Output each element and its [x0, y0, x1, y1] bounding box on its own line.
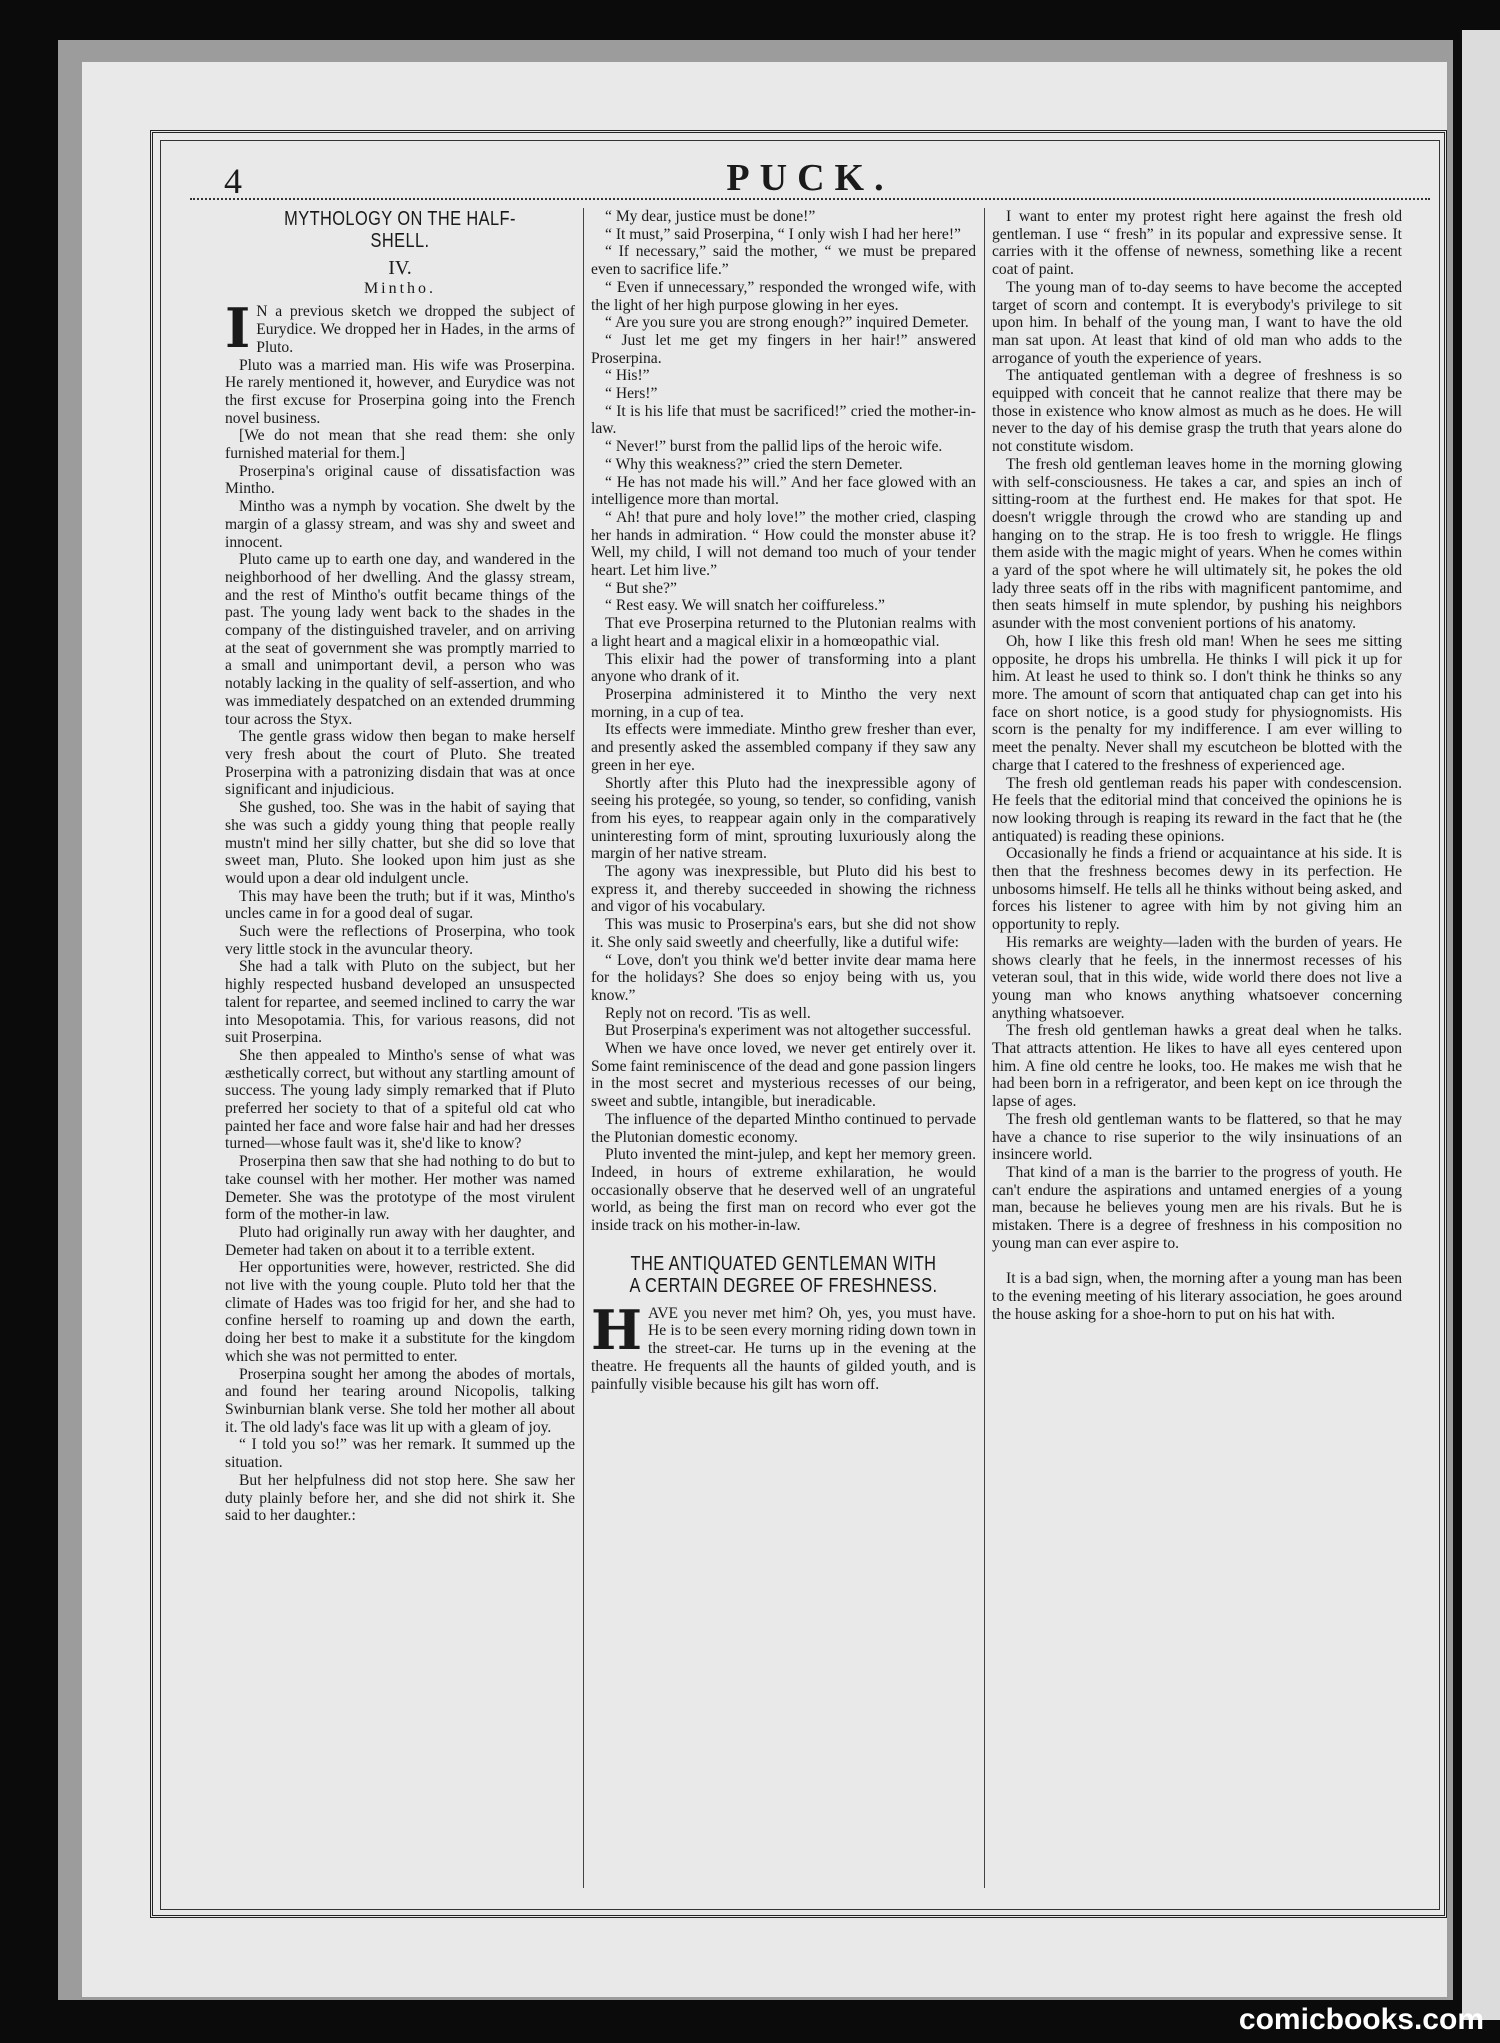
- paragraph: The fresh old gentleman wants to be flattered, so that he may have a chance to rise superior to the wily insinuations of an insincere world.: [992, 1110, 1402, 1164]
- paragraph: “ Just let me get my fingers in her hair!” answered Proserpina.: [591, 331, 976, 367]
- paragraph: Its effects were immediate. Mintho grew fresher than ever, and presently asked the assembled company if they saw any green in her eye.: [591, 721, 976, 774]
- paragraph: She then appealed to Mintho's sense of what was æsthetically correct, but without any startling amount of success. The young lady simply remarked that if Pluto preferred her society to that of a spiteful old cat who painted her face and wore false hair and had her dresses turned—whose fault was it, she'd like to know?: [225, 1046, 575, 1153]
- paragraph: “ Hers!”: [605, 385, 658, 403]
- paragraph: Mintho was a nymph by vocation. She dwelt by the margin of a glassy stream, and was shy and sweet and innocent.: [225, 498, 575, 551]
- article-title-antiquated-gentleman: THE ANTIQUATED GENTLEMAN WITH A CERTAIN DEGREE OF FRESHNESS.: [629, 1252, 938, 1297]
- drop-cap: I: [225, 296, 251, 361]
- paragraph: “ Ah! that pure and holy love!” the mother cried, clasping her hands in admiration. “ How could the monster abuse it? Well, my child, I will not demand too much of your tender heart. Let him live.”: [591, 508, 976, 580]
- paragraph: The fresh old gentleman reads his paper with condescension. He feels that the editorial mind that conceived the opinions he is now looking through is reaping its reward in the fact that he (the antiquated) is reading these opinions.: [992, 774, 1402, 845]
- column-divider-1: [583, 208, 584, 1888]
- paragraph: Occasionally he finds a friend or acquaintance at his side. It is then that the freshness becomes dewy in its perfection. He unbosoms himself. He tells all he thinks without being asked, and forces his listener to agree with him by not giving him an opportunity to reply.: [992, 845, 1402, 934]
- paragraph: That kind of a man is the barrier to the progress of youth. He can't endure the aspirations and untamed energies of a young man, because he believes young men are his rivals. But he is mistaken. There is a degree of freshness in his composition no young man can ever aspire to.: [992, 1163, 1402, 1252]
- paragraph: She had a talk with Pluto on the subject, but her highly respected husband developed an unsuspected talent for repartee, and seemed inclined to carry the war into Mesopotamia. This, for various reasons, did not suit Proserpina.: [225, 958, 575, 1047]
- paragraph: “ Why this weakness?” cried the stern Demeter.: [605, 455, 903, 473]
- paragraph: She gushed, too. She was in the habit of saying that she was such a giddy young thing that people really mustn't mind her silly chatter, but she did so love that sweet man, Pluto. She looked upon him just as she would upon a dear old indulgent uncle.: [225, 799, 575, 887]
- squib-paragraph: It is a bad sign, when, the morning after a young man has been to the evening meeting of his literary association, he goes around the house asking for a shoe-horn to put on his hat with.: [992, 1270, 1402, 1323]
- paragraph: Proserpina administered it to Mintho the very next morning, in a cup of tea.: [591, 685, 976, 721]
- paragraph: “ He has not made his will.” And her face glowed with an intelligence more than mortal.: [591, 473, 976, 509]
- paragraph: Proserpina sought her among the abodes of mortals, and found her tearing around Nicopolis, talking Swinburnian blank verse. She told her mother all about it. The old lady's face was lit up with a gleam of joy.: [225, 1365, 575, 1436]
- paragraph: [We do not mean that she read them: she only furnished material for them.]: [225, 427, 575, 463]
- paragraph: Shortly after this Pluto had the inexpressible agony of seeing his protegée, so young, so tender, so confiding, vanish from his eyes, to reappear again only in the comparatively uninteresting form of mint, sprouting luxuriously along the margin of her native stream.: [591, 774, 976, 863]
- paragraph: Pluto came up to earth one day, and wandered in the neighborhood of her dwelling. And the glassy stream, and the rest of Mintho's outfit became things of the past. The young lady went back to the shades in the company of the distinguished traveler, and on arriving at the seat of government she was promptly married to a small and unimportant devil, a person who was notably lacking in the quality of self-assertion, and who was immediately despatched on an extended drumming tour across the Styx.: [225, 551, 575, 728]
- paragraph: “ His!”: [605, 367, 650, 385]
- column-3: [992, 208, 1402, 1324]
- paragraph: Proserpina then saw that she had nothing to do but to take counsel with her mother. Her mother was named Demeter. She was the prototype of the most virulent form of the mother-in law.: [225, 1153, 575, 1224]
- paragraph: Pluto was a married man. His wife was Proserpina. He rarely mentioned it, however, and Eurydice was not the first excuse for Proserpina going into the French novel business.: [225, 356, 575, 427]
- paragraph: This was music to Proserpina's ears, but she did not show it. She only said sweetly and cheerfully, like a dutiful wife:: [591, 916, 976, 951]
- paragraph: “ Rest easy. We will snatch her coiffureless.”: [605, 597, 885, 615]
- page-header: [190, 148, 1430, 201]
- paragraph: The fresh old gentleman leaves home in the morning glowing with self-consciousness. He takes a car, and spies an inch of sitting-room at the furthest end. He makes for that spot. He doesn't wriggle through the crowd who are standing up and hanging on to the strap. He is too fresh to wriggle. He flings them aside with the magic might of years. When he comes within a yard of the spot where he will ultimately sit, he pokes the old lady three seats off in the ribs with magnificent pantomime, and then seats himself in mute splendor, by pushing his neighbors asunder with the most convenient portions of his anatomy.: [992, 455, 1402, 633]
- paragraph: Her opportunities were, however, restricted. She did not live with the young couple. Pluto told her that the climate of Hades was too frigid for her, and she had to confine herself to roaming up and down the earth, doing her best to make it a substitute for the kingdom which she was not permitted to enter.: [225, 1259, 575, 1365]
- paragraph: Pluto had originally run away with her daughter, and Demeter had taken on about it to a terrible extent.: [225, 1223, 575, 1259]
- column-1: [225, 208, 575, 1525]
- paragraph: The agony was inexpressible, but Pluto did his best to express it, and thereby succeeded in showing the richness and vigor of his vocabulary.: [591, 863, 976, 916]
- header-rule: [190, 198, 1430, 200]
- paragraph: His remarks are weighty—laden with the burden of years. He shows clearly that he feels, in the innermost recesses of his veteran soul, that in this wide, wide world there does not live a young man who knows anything whatsoever concerning anything whatsoever.: [992, 933, 1402, 1022]
- paragraph: This elixir had the power of transforming into a plant anyone who drank of it.: [591, 650, 976, 686]
- paragraph: Reply not on record. 'Tis as well.: [605, 1004, 811, 1022]
- paragraph: The fresh old gentleman hawks a great deal when he talks. That attracts attention. He likes to have all eyes centered upon him. A fine old centre he looks, too. He makes me wish that he had been born in a refrigerator, and been kept on ice through the lapse of ages.: [992, 1022, 1402, 1111]
- paragraph: “ It is his life that must be sacrificed!” cried the mother-in-law.: [591, 402, 976, 438]
- paragraph: “ But she?”: [605, 579, 677, 597]
- paragraph: That eve Proserpina returned to the Plutonian realms with a light heart and a magical elixir in a homœopathic vial.: [591, 615, 976, 650]
- article-title-mythology: MYTHOLOGY ON THE HALF-SHELL.: [284, 208, 516, 252]
- paragraph: “ I told you so!” was her remark. It summed up the situation.: [225, 1436, 575, 1472]
- paragraph: The influence of the departed Mintho continued to pervade the Plutonian domestic economy.: [591, 1110, 976, 1146]
- paragraph: But her helpfulness did not stop here. She saw her duty plainly before her, and she did not shirk it. She said to her daughter.:: [225, 1471, 575, 1525]
- paragraph: “ If necessary,” said the mother, “ we must be prepared even to sacrifice life.”: [591, 243, 976, 279]
- paragraph: The antiquated gentleman with a degree of freshness is so equipped with conceit that he cannot realize that there may be those in existence who know almost as much as he does. He will never to the day of his demise grasp the truth that years alone do not constitute wisdom.: [992, 367, 1402, 456]
- page-number: 4: [224, 161, 242, 201]
- paragraph: I want to enter my protest right here against the fresh old gentleman. I use “ fresh” in its popular and expressive sense. It carries with it the offense of newness, something like a recent coat of paint.: [992, 208, 1402, 279]
- paragraph: “ It must,” said Proserpina, “ I only wish I had her here!”: [605, 225, 961, 243]
- paragraph: “ Are you sure you are strong enough?” inquired Demeter.: [605, 314, 969, 332]
- column-divider-2: [984, 208, 985, 1888]
- paragraph: I N a previous sketch we dropped the subject of Eurydice. We dropped her in Hades, in the arms of Pluto.: [225, 296, 575, 361]
- paragraph: HAVE you never met him? Oh, yes, you must have. He is to be seen every morning riding down town in the street-car. He turns up in the evening at the theatre. He frequents all the haunts of gilded youth, and is painfully visible because his gilt has worn off.: [591, 1297, 976, 1393]
- paragraph: “ Love, don't you think we'd better invite dear mama here for the holidays? She does so enjoy being with us, you know.”: [591, 951, 976, 1004]
- masthead: PUCK.: [726, 157, 894, 199]
- paragraph: Proserpina's original cause of dissatisfaction was Mintho.: [225, 462, 575, 498]
- next-page-edge: [1462, 30, 1500, 2020]
- paragraph: When we have once loved, we never get entirely over it. Some faint reminiscence of the dead and gone passion lingers in the most secret and mysterious recesses of our being, sweet and subtle, intangible, but ineradicable.: [591, 1040, 976, 1111]
- paragraph: “ Never!” burst from the pallid lips of the heroic wife.: [605, 438, 943, 456]
- paragraph: Oh, how I like this fresh old man! When he sees me sitting opposite, he drops his umbrella. He thinks I will pick it up for him. At least he used to think so. I don't think he thinks so any more. The amount of scorn that antiquated chap can get into his face on short notice, is a good study for physiognomists. His scorn is the penalty for my indifference. I am ever willing to meet the penalty. Never shall my escutcheon be blotted with the charge that I catered to the freshness of experienced age.: [992, 632, 1402, 774]
- paragraph: Such were the reflections of Proserpina, who took very little stock in the avuncular theory.: [225, 923, 575, 958]
- watermark: comicbooks.com: [1238, 2003, 1484, 2036]
- paragraph: This may have been the truth; but if it was, Mintho's uncles came in for a good deal of sugar.: [225, 887, 575, 923]
- paragraph: Pluto invented the mint-julep, and kept her memory green. Indeed, in hours of extreme exhilaration, he would occasionally observe that he deserved well of an ungrateful world, as being the first man on record who ever got the inside track on his mother-in-law.: [591, 1146, 976, 1235]
- section-subtitle: Mintho.: [363, 279, 437, 297]
- paragraph: The gentle grass widow then began to make herself very fresh about the court of Pluto. She treated Proserpina with a patronizing disdain that was at once significant and injudicious.: [225, 728, 575, 799]
- column-2: [591, 208, 976, 1393]
- paragraph: “ My dear, justice must be done!”: [605, 208, 816, 225]
- drop-cap: H: [591, 1297, 643, 1362]
- section-number: IV.: [388, 257, 412, 279]
- paragraph: The young man of to-day seems to have become the accepted target of scorn and contempt. It is everybody's privilege to sit upon him. In behalf of the young man, I want to have the old man sat upon. At least that kind of old man who adds to the arrogance of youth the experience of years.: [992, 278, 1402, 367]
- paragraph: But Proserpina's experiment was not altogether successful.: [605, 1022, 972, 1040]
- paragraph: “ Even if unnecessary,” responded the wronged wife, with the light of her high purpose glowing in her eyes.: [591, 278, 976, 314]
